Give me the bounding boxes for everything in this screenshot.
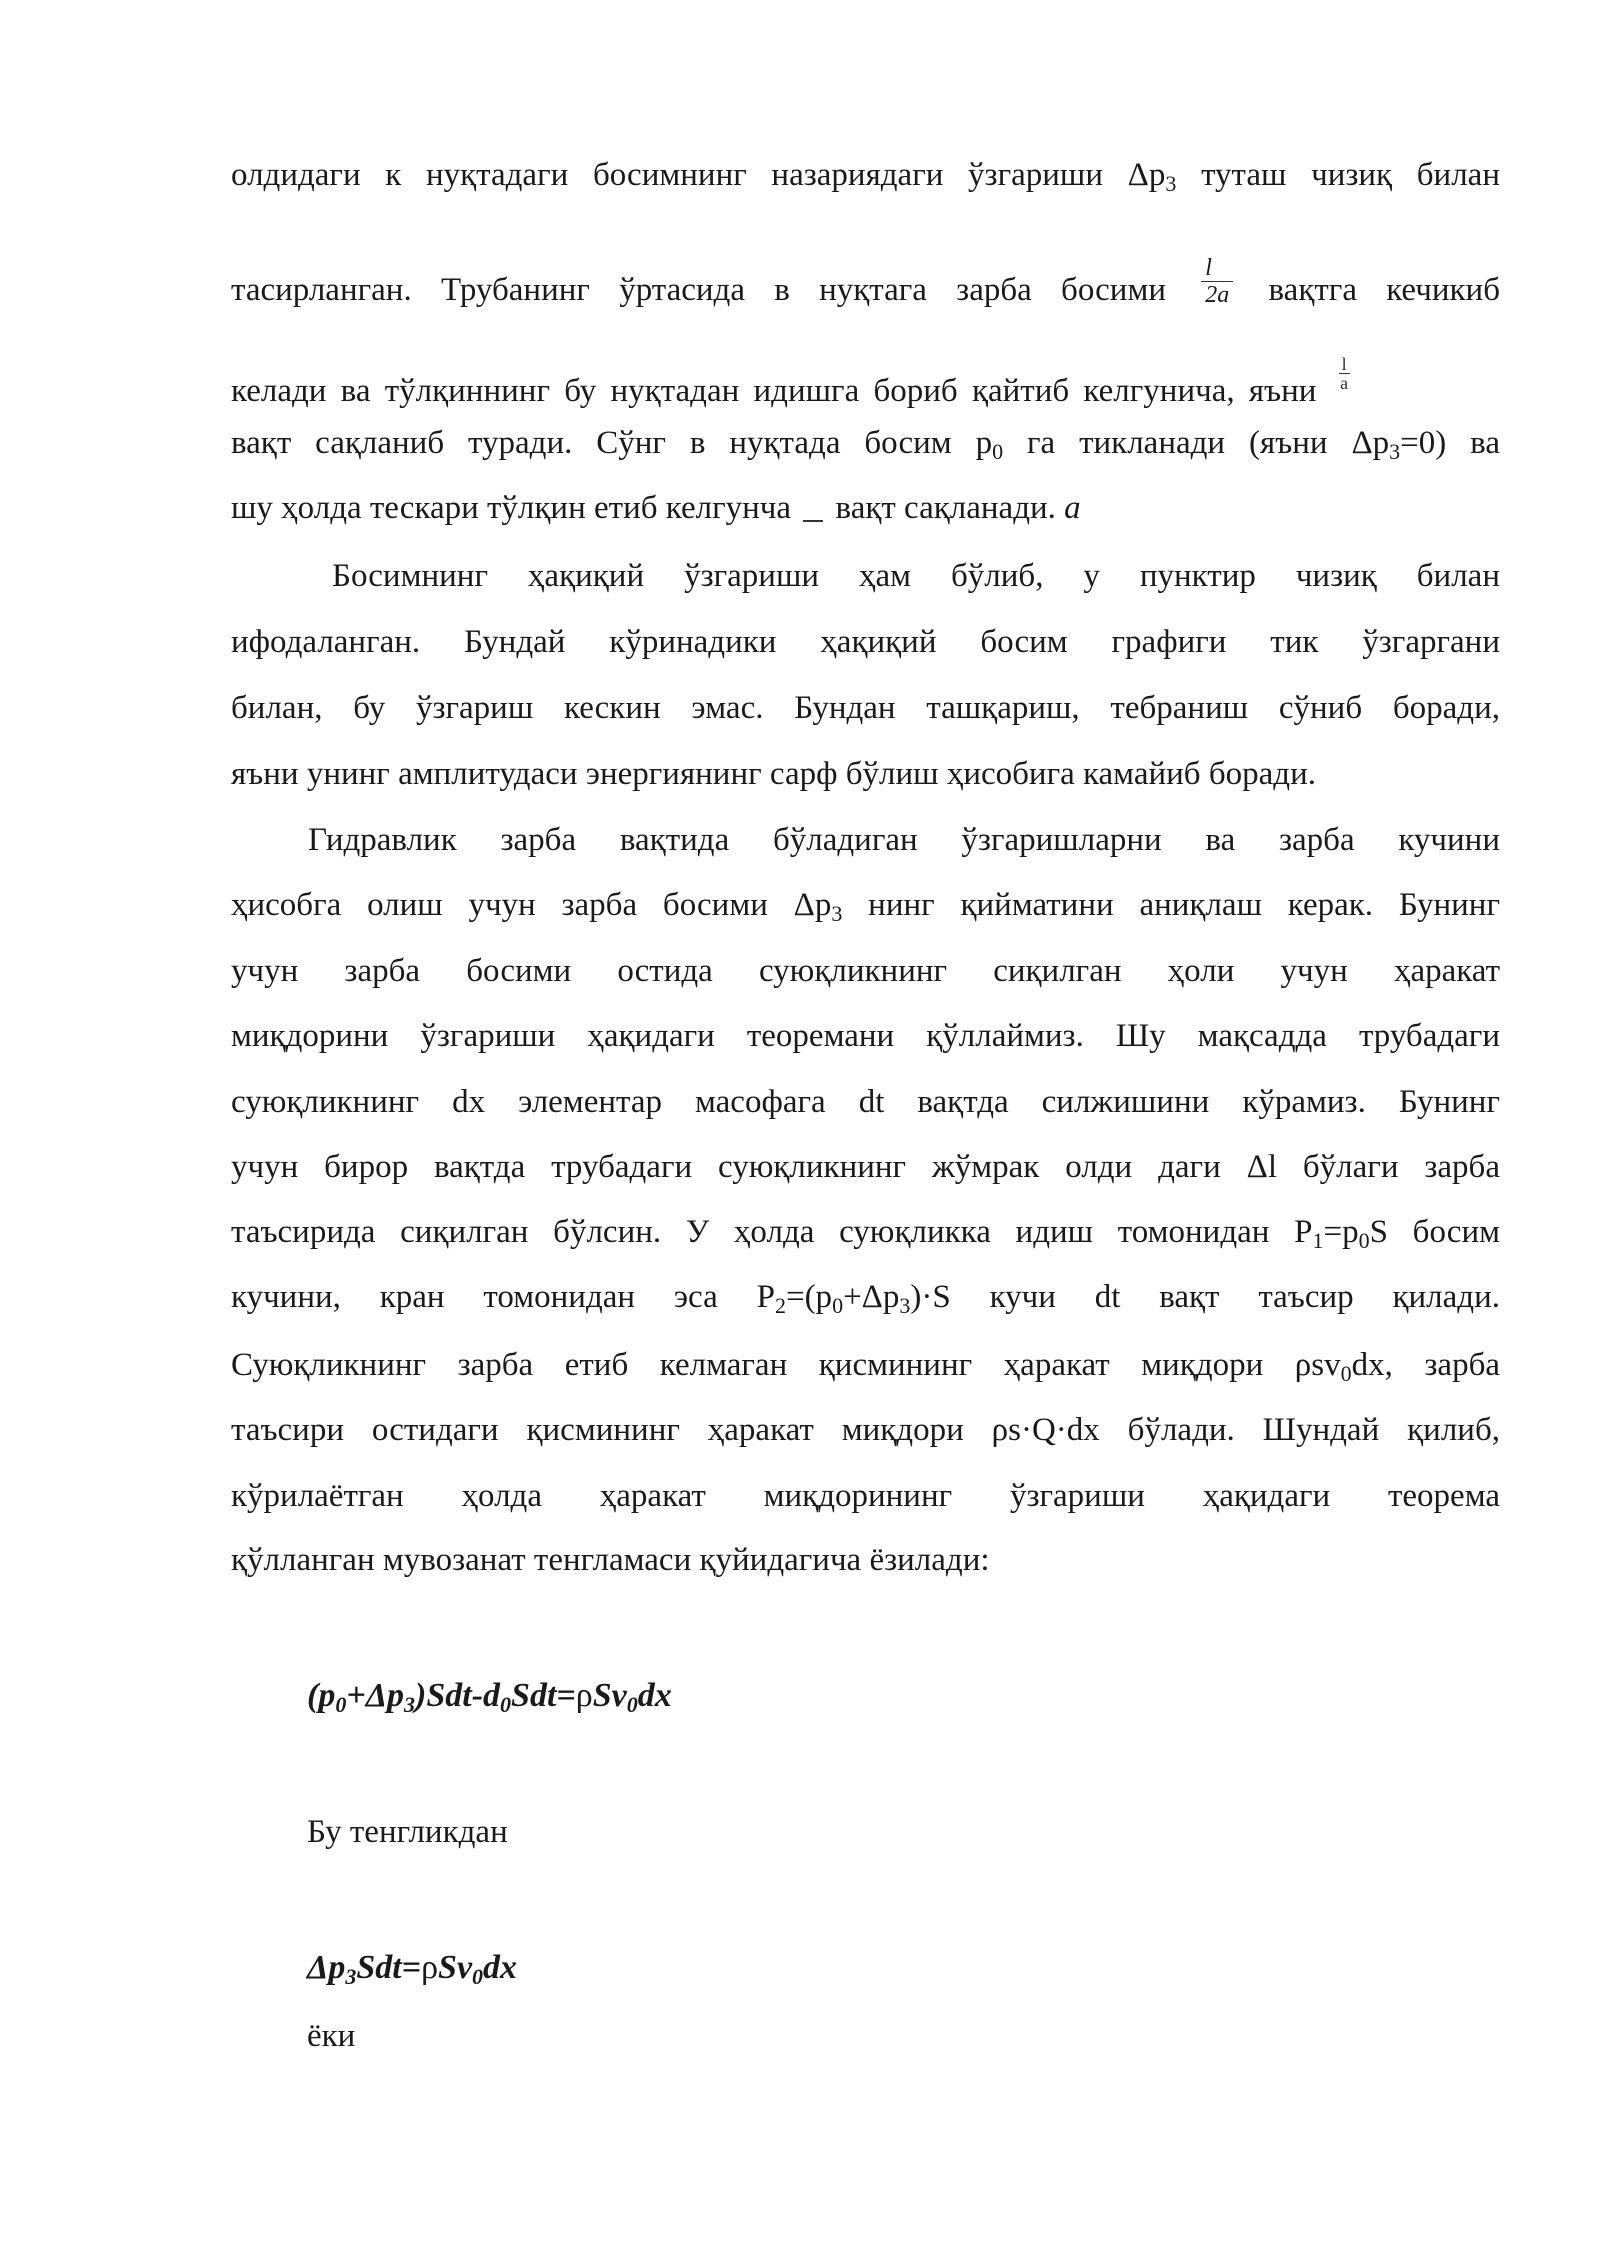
text-line: таъсирида сиқилган бўлсин. У ҳолда суюқликка идиш томонидан $P_1=p_0S$ босим — [231, 1214, 1500, 1253]
fraction-bar — [803, 520, 823, 522]
text-line: кучини, кран томонидан эса $P_2=(p_0+\Delta p_3)\cdot S$ кучи dt вақт таъсир қилади. — [231, 1279, 1501, 1318]
text-line: қўлланган мувозанат тенгламаси қуйидагича ёзилади: — [231, 1542, 990, 1578]
formula-pressure-increase: $\Delta p_3Sdt=\rho Sv_0dx$ — [307, 1949, 518, 1989]
text-line: суюқликнинг dx элементар масофага dt вақтда силжишини кўрамиз. Бунинг — [231, 1084, 1500, 1120]
text-line: учун бирор вақтда трубадаги суюқликнинг жўмрак олди даги Δl бўлаги зарба — [231, 1149, 1500, 1185]
text-line: миқдорини ўзгариши ҳақидаги теоремани қўллаймиз. Шу мақсадда трубадаги — [231, 1018, 1500, 1054]
text-from-equality: Бу тенгликдан — [307, 1814, 508, 1850]
text-line: Гидравлик зарба вақтида бўладиган ўзгаришларни ва зарба кучини — [308, 822, 1500, 858]
text-line: кўрилаётган ҳолда ҳаракат миқдорининг ўзгариши ҳақидаги теорема — [231, 1478, 1500, 1514]
text-line: олдидаги к нуқтадаги босимнинг назариядаги ўзгариши $\Delta p_3$ туташ чизиқ билан — [231, 157, 1500, 196]
text-line: билан, бу ўзгариш кескин эмас. Бундан ташқариш, тебраниш сўниб боради, — [231, 690, 1500, 726]
fraction-l-over-2a: $\frac{l}{2a}$ — [1201, 255, 1233, 308]
text-line: шу ҳолда тескари тўлқин етиб келгунча вақт сақланади. a — [231, 490, 1081, 526]
text-line: Босимнинг ҳақиқий ўзгариши ҳам бўлиб, у пунктир чизиқ билан — [332, 558, 1500, 594]
fraction-l-over-a: $\frac{l}{a}$ — [1340, 354, 1349, 393]
text-line: яъни унинг амплитудаси энергиянинг сарф бўлиш ҳисобига камайиб боради. — [231, 756, 1316, 792]
text-line: таъсири остидаги қисмининг ҳаракат миқдори ρs·Q·dx бўлади. Шундай қилиб, — [231, 1412, 1500, 1448]
text-line: ҳисобга олиш учун зарба босими $\Delta p_3$ нинг қийматини аниқлаш керак. Бунинг — [231, 887, 1500, 926]
text-line: вақт сақланиб туради. Сўнг в нуқтада босим $p_0$ га тикланади (яъни $\Delta p_3=0$) ва — [231, 425, 1500, 464]
text-line: учун зарба босими остида суюқликнинг сиқилган ҳоли учун ҳаракат — [231, 953, 1500, 989]
text-line: ифодаланган. Бундай кўринадики ҳақиқий босим графиги тик ўзгаргани — [231, 624, 1500, 660]
text-line: Суюқликнинг зарба етиб келмаган қисмининг ҳаракат миқдори ρsv$_0$dx, зарба — [231, 1347, 1501, 1386]
formula-momentum-balance: $(p_0+\Delta p_3)Sdt-d_0Sdt=\rho Sv_0dx$ — [307, 1677, 672, 1717]
text-line: келади ва тўлқиннинг бу нуқтадан идишга бориб қайтиб келгунича, яъни $\frac{l}{a}$ — [231, 354, 1349, 409]
text-or: ёки — [307, 2018, 356, 2054]
text-line: тасирланган. Трубанинг ўртасида в нуқтага зарба босими $\frac{l}{2a}$ вақтга кечикиб — [231, 255, 1500, 308]
